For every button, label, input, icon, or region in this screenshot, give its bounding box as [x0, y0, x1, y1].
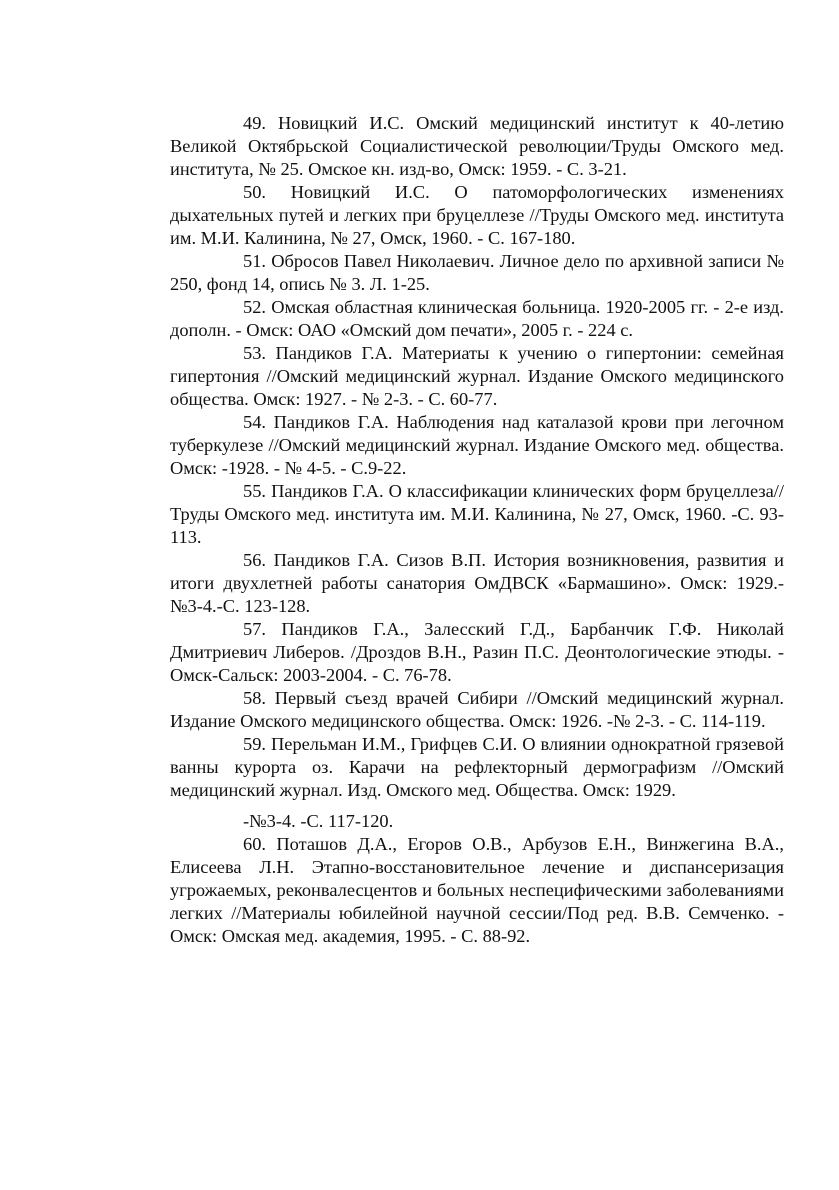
- bibliography-entry-57: 57. Пандиков Г.А., Залесский Г.Д., Барбанчик Г.Ф. Николай Дмитриевич Либеров. /Дроздов В.Н., Разин П.С. Деонтологические этюды. - Омск-Сальск: 2003-2004. - С. 76-78.: [170, 619, 784, 685]
- bibliography-entry-52: 52. Омская областная клиническая больница. 1920-2005 гг. - 2-е изд. дополн. - Омск: ОАО «Омский дом печати», 2005 г. - 224 с.: [170, 297, 784, 340]
- bibliography-entry-56: 56. Пандиков Г.А. Сизов В.П. История возникновения, развития и итоги двухлетней работы санатория ОмДВСК «Бармашино». Омск: 1929.-№3-4.-С. 123-128.: [170, 550, 784, 616]
- bibliography-entry-54: 54. Пандиков Г.А. Наблюдения над каталазой крови при легочном туберкулезе //Омский медицинский журнал. Издание Омского мед. общества. Омск: -1928. - № 4-5. - С.9-22.: [170, 412, 784, 478]
- bibliography-entry-49: 49. Новицкий И.С. Омский медицинский институт к 40-летию Великой Октябрьской Социалистической революции/Труды Омского мед. института, № 25. Омское кн. изд-во, Омск: 1959. - С. 3-21.: [170, 113, 784, 179]
- bibliography-entry-59-continuation: -№3-4. -С. 117-120.: [243, 811, 394, 831]
- bibliography-page: [170, 112, 784, 948]
- bibliography-entry-58: 58. Первый съезд врачей Сибири //Омский медицинский журнал. Издание Омского медицинского общества. Омск: 1926. -№ 2-3. - С. 114-119.: [170, 688, 784, 731]
- bibliography-entry-60: 60. Поташов Д.А., Егоров О.В., Арбузов Е.Н., Винжегина В.А., Елисеева Л.Н. Этапно-восстановительное лечение и диспансеризация угрожаемых, реконвалесцентов и больных неспецифическими заболеваниями легких //Материалы юбилейной научной сессии/Под ред. В.В. Семченко. - Омск: Омская мед. академия, 1995. - С. 88-92.: [170, 834, 784, 946]
- bibliography-entry-51: 51. Обросов Павел Николаевич. Личное дело по архивной записи № 250, фонд 14, опись № 3. Л. 1-25.: [170, 251, 784, 294]
- bibliography-entry-50: 50. Новицкий И.С. О патоморфологических изменениях дыхательных путей и легких при бруцеллезе //Труды Омского мед. института им. М.И. Калинина, № 27, Омск, 1960. - С. 167-180.: [170, 182, 784, 248]
- bibliography-entry-55: 55. Пандиков Г.А. О классификации клинических форм бруцеллеза// Труды Омского мед. института им. М.И. Калинина, № 27, Омск, 1960. -С. 93-113.: [170, 481, 784, 547]
- bibliography-entry-53: 53. Пандиков Г.А. Материаты к учению о гипертонии: семейная гипертония //Омский медицинский журнал. Издание Омского медицинского общества. Омск: 1927. - № 2-3. - С. 60-77.: [170, 343, 784, 409]
- bibliography-entry-59: 59. Перельман И.М., Грифцев С.И. О влиянии однократной грязевой ванны курорта оз. Карачи на рефлекторный дермографизм //Омский медицинский журнал. Изд. Омского мед. Общества. Омск: 1929.: [170, 734, 784, 800]
